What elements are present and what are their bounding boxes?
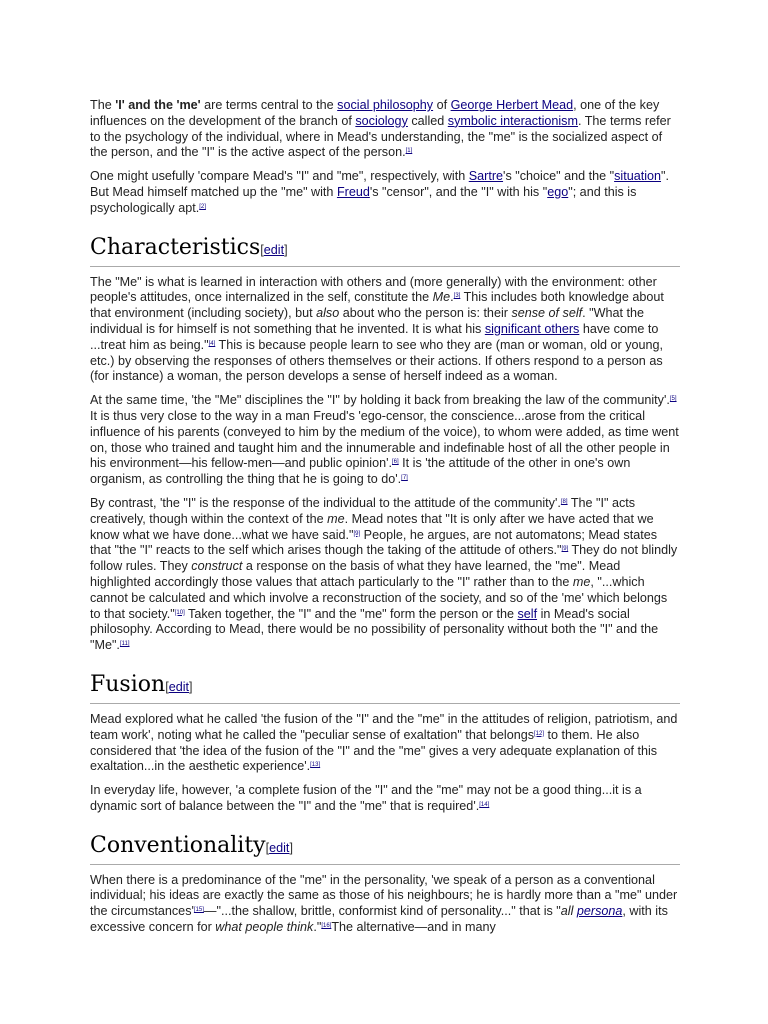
text: —"...the shallow, brittle, conformist kind of personality..." that is "	[203, 904, 561, 919]
citation-link[interactable]: [10]	[174, 609, 185, 616]
text: called	[407, 113, 448, 128]
citation-link[interactable]: [7]	[401, 475, 408, 482]
heading-text: Conventionality	[90, 832, 266, 858]
italic-text: me	[572, 574, 591, 589]
text: are terms central to the	[200, 98, 338, 112]
link-social-philosophy[interactable]: social philosophy	[337, 98, 434, 112]
citation-link[interactable]: [15]	[193, 907, 204, 914]
citation-link[interactable]: [12]	[534, 730, 545, 737]
text: , "...which cannot be calculated and which involve a reconstruction of the society, and so of the 'me' which belongs to that society."	[90, 574, 668, 621]
edit-link[interactable]: edit	[263, 242, 285, 257]
text: They do not blindly follow rules. They	[90, 543, 678, 574]
text: 's "censor", and the "I" with his "	[369, 184, 548, 199]
bracket: [	[260, 242, 264, 257]
edit-link[interactable]: edit	[168, 679, 189, 694]
text: . The terms refer to the psychology of the individual, where in Mead's understanding, the "me" is the socialized aspect of the person, and the "I" is the active aspect of the person.	[90, 113, 671, 160]
text: At the same time, 'the "Me" disciplines the "I" by holding it back from breaking the law of the community'.	[90, 393, 670, 408]
section-heading-conventionality	[90, 832, 680, 865]
heading-text: Fusion	[90, 671, 166, 697]
text: Mead explored what he called 'the fusion of the "I" and the "me" in the attitudes of religion, patriotism, and team work', noting what he called the "peculiar sense of exaltation" that belongs	[90, 711, 678, 742]
citation-link[interactable]: [14]	[479, 801, 490, 808]
text: , with its excessive concern for	[90, 904, 668, 935]
text: In everyday life, however, 'a complete fusion of the "I" and the "me" may not be a good thing...it is a dynamic sort of balance between the "I" and the "me" that is required'.	[90, 783, 642, 813]
fusion-paragraph-2	[90, 783, 680, 815]
link-george-herbert-mead[interactable]: George Herbert Mead	[450, 98, 574, 112]
citation-link[interactable]: [13]	[310, 762, 321, 769]
text: The	[90, 98, 116, 112]
bracket: ]	[289, 840, 293, 855]
text: This includes both knowledge about that environment (including society), but	[90, 290, 664, 321]
text: People, he argues, are not automatons; Mead states that "the "I" reacts to the self which arises though the taking of the attitude of others."	[90, 527, 658, 558]
section-heading-fusion	[90, 671, 680, 704]
citation-link[interactable]: [9]	[561, 546, 569, 553]
text: 's "choice" and the "	[503, 169, 615, 184]
edit-section-link	[260, 243, 287, 257]
text: . Mead notes that "It is only after we have acted that we know what we have done...what we have said."	[90, 511, 654, 542]
link-significant-others[interactable]: significant others	[484, 321, 580, 336]
text: to them. He also considered that 'the idea of the fusion of the "I" and the "me" gives a very adequate explanation of this exaltation...in the aesthetic experience'.	[90, 727, 658, 774]
text: The "I" acts creatively, though within the context of the	[90, 495, 636, 526]
text: , one of the key influences on the development of the branch of	[90, 98, 660, 128]
text: It is thus very close to the way in a man Freud's 'ego-censor, the conscience...arose from the critical influence of his parents (conveyed to him by the medium of the voice), to whom were added, as time went on, those who trained and taught him and the innumerable and indefinable host of all the other people in his environment—his fellow-men—and public opinion'.	[90, 408, 679, 471]
text: One might usefully 'compare Mead's "I" and "me", respectively, with	[90, 169, 469, 184]
citation-link[interactable]: [5]	[669, 396, 677, 403]
text: The alternative—and in many	[331, 920, 496, 935]
text: about who the person is: their	[339, 306, 512, 321]
link-self[interactable]: self	[517, 606, 538, 621]
bracket: ]	[284, 242, 288, 257]
italic-text: also	[316, 306, 340, 321]
citation-link[interactable]: [11]	[119, 641, 130, 648]
citation-link[interactable]: [6]	[392, 459, 399, 466]
citation-link[interactable]: [2]	[199, 203, 206, 210]
link-ego[interactable]: ego	[547, 184, 569, 199]
text: a response on the basis of what they have learned, the "me". Mead highlighted accordingly those values that attach particularly to the "I" rather than to the	[90, 559, 621, 589]
text: When there is a predominance of the "me" in the personality, 'we speak of a person as a conventional individual; his ideas are exactly the same as those of his neighbours; he is hardly more than a "me" under the circumstances'	[90, 872, 678, 919]
link-sartre[interactable]: Sartre	[468, 169, 504, 184]
text: .	[450, 290, 454, 305]
text: have come to ...treat him as being."	[90, 321, 659, 352]
text: Taken together, the "I" and the "me" form the person or the	[184, 606, 518, 621]
citation-link[interactable]: [8]	[560, 498, 568, 505]
text: ."	[313, 920, 322, 935]
link-persona[interactable]: persona	[576, 904, 623, 919]
text: "; and this is psychologically apt.	[90, 184, 637, 215]
citation-link[interactable]: [1]	[405, 148, 413, 155]
characteristics-paragraph-3	[90, 496, 680, 654]
text: The "Me" is what is learned in interaction with others and (more generally) with the environment: other people's attitudes, once internalized in the self, constitute the	[90, 274, 657, 305]
link-situation[interactable]: situation	[614, 169, 662, 184]
fusion-paragraph-1	[90, 712, 680, 775]
edit-link[interactable]: edit	[269, 840, 290, 855]
article-body	[90, 98, 680, 944]
bracket: ]	[189, 679, 193, 694]
citation-link[interactable]: [3]	[453, 293, 461, 300]
edit-section-link	[266, 841, 293, 855]
bracket: [	[165, 679, 169, 694]
section-heading-characteristics	[90, 234, 680, 267]
italic-text: me	[327, 511, 345, 526]
intro-paragraph-1	[90, 98, 680, 161]
conventionality-paragraph-1	[90, 873, 680, 936]
characteristics-paragraph-2	[90, 393, 680, 488]
citation-link[interactable]: [4]	[208, 340, 216, 347]
italic-text: all	[560, 904, 577, 919]
italic-text: sense of self	[511, 306, 583, 321]
text: in Mead's social philosophy. According to Mead, there would be no possibility of personality without both the "I" and the "Me".	[90, 606, 659, 653]
characteristics-paragraph-1	[90, 275, 680, 386]
text: It is 'the attitude of the other in one's own organism, as controlling the thing that he is going to do'.	[90, 456, 631, 487]
text: ". But Mead himself matched up the "me" with	[90, 169, 669, 199]
link-symbolic-interactionism[interactable]: symbolic interactionism	[447, 113, 578, 128]
link-sociology[interactable]: sociology	[355, 113, 408, 128]
edit-section-link	[165, 680, 192, 694]
citation-link[interactable]: [9]	[353, 530, 361, 537]
text: of	[433, 98, 451, 112]
text: By contrast, 'the "I" is the response of the individual to the attitude of the community'.	[90, 495, 561, 510]
heading-text: Characteristics	[90, 234, 261, 260]
text: This is because people learn to see who they are (man or woman, old or young, etc.) by observing the responses of others themselves or their actions. If others respond to a person as (for instance) a woman, the person develops a sense of herself indeed as a woman.	[90, 337, 664, 384]
link-freud[interactable]: Freud	[336, 184, 370, 199]
italic-text: construct	[191, 559, 243, 574]
bold-term: 'I' and the 'me'	[115, 98, 201, 112]
text: . "What the individual is for himself is not something that he invented. It is what his	[90, 306, 645, 336]
citation-link[interactable]: [16]	[321, 923, 332, 930]
bracket: [	[265, 840, 270, 855]
italic-text: Me	[432, 290, 451, 305]
intro-paragraph-2	[90, 169, 680, 216]
italic-text: what people think	[215, 920, 314, 935]
